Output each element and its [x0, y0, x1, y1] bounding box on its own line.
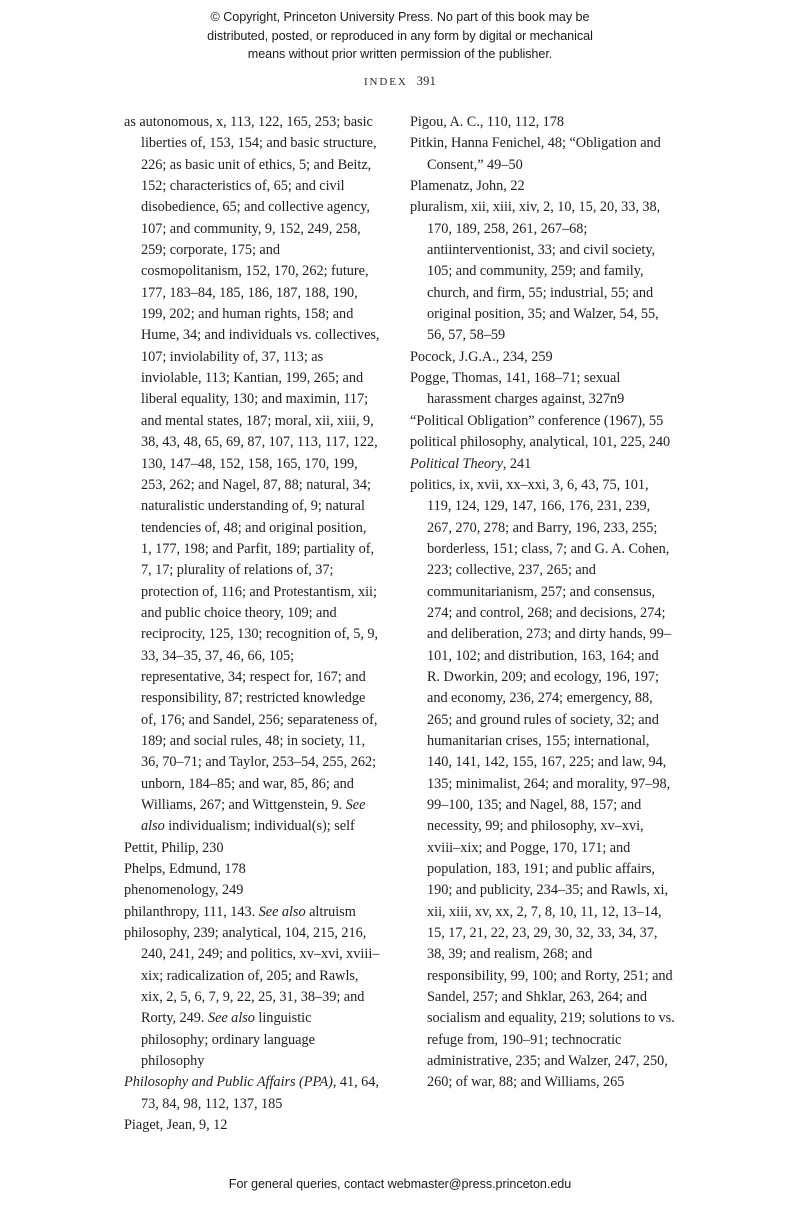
footer-text: For general queries, contact webmaster@press.princeton.edu [228, 1177, 572, 1191]
index-entry: philosophy, 239; analytical, 104, 215, 216, 240, 241, 249; and politics, xv–xvi, xviii–xix; radicalization of, 205; and Rawls, xix, 2, 5, 6, 7, 9, 22, 25, 31, 38–39; and Rorty, 249. See also linguistic philosophy; ordinary language philosophy [124, 925, 380, 1070]
index-body [0, 112, 800, 1134]
index-entry: Phelps, Edmund, 178 [124, 861, 246, 878]
copyright-line: means without prior written permission of the publisher. [247, 47, 553, 61]
index-entry: Pitkin, Hanna Fenichel, 48; “Obligation and Consent,” 49–50 [410, 135, 661, 173]
index-entry: Pigou, A. C., 110, 112, 178 [410, 114, 564, 130]
index-entry: Pogge, Thomas, 141, 168–71; sexual harassment charges against, 327n9 [410, 370, 625, 408]
index-column-left [124, 112, 380, 1137]
footer-note [0, 1177, 800, 1191]
index-entry: politics, ix, xvii, xx–xxi, 3, 6, 43, 75, 101, 119, 124, 129, 147, 166, 176, 231, 239, 267, 270, 278; and Barry, 196, 233, 255; borderless, 151; class, 7; and G. A. Cohen, 223; collective, 237, 265; and communitarianism, 257; and consensus, 274; and control, 268; and decisions, 274; and deliberation, 273; and dirty hands, 99–101, 102; and distribution, 163, 164; and R. Dworkin, 209; and ecology, 196, 197; and economy, 236, 274; emergency, 88, 265; and ground rules of society, 32; and humanitarian crises, 155; international, 140, 141, 142, 155, 167, 225; and law, 94, 135; minimalist, 264; and morality, 97–98, 99–100, 135; and Nagel, 88, 157; and necessity, 99; and philosophy, xv–xvi, xviii–xix; and Pogge, 170, 171; and population, 183, 191; and public affairs, 190; and publicity, 234–35; and Rawls, xi, xii, xiii, xv, xx, 2, 7, 8, 10, 11, 12, 13–14, 15, 17, 21, 22, 23, 29, 30, 32, 33, 34, 37, 38, 39; and realism, 268; and responsibility, 99, 100; and Rorty, 251; and Sandel, 257; and Shklar, 263, 264; and socialism and equality, 219; solutions to vs. refuge from, 190–91; technocratic administrative, 235; and Walzer, 247, 250, 260; of war, 88; and Williams, 265 [410, 476, 675, 1091]
index-entry: philanthropy, 111, 143. See also altruism [124, 903, 356, 920]
index-entry: Political Theory, 241 [410, 455, 532, 472]
running-head [0, 72, 800, 90]
index-entry: Pocock, J.G.A., 234, 259 [410, 348, 553, 365]
page-folio-number: 391 [416, 74, 437, 88]
index-column-right [410, 112, 675, 1094]
index-entry: phenomenology, 249 [124, 882, 244, 899]
index-entry: Philosophy and Public Affairs (PPA), 41, 64, 73, 84, 98, 112, 137, 185 [124, 1074, 379, 1112]
index-entry: pluralism, xii, xiii, xiv, 2, 10, 15, 20, 33, 38, 170, 189, 258, 261, 267–68; antiinterventionist, 33; and civil society, 105; and community, 259; and family, church, and firm, 55; industrial, 55; and original position, 35; and Walzer, 54, 55, 56, 57, 58–59 [410, 199, 661, 344]
index-entry: Plamenatz, John, 22 [410, 178, 525, 195]
index-entry: as autonomous, x, 113, 122, 165, 253; basic liberties of, 153, 154; and basic structure, 226; as basic unit of ethics, 5; and Beitz, 152; characteristics of, 65; and civil disobedience, 65; and collective agency, 107; and community, 9, 152, 249, 258, 259; corporate, 175; and cosmopolitanism, 152, 170, 262; future, 177, 183–84, 185, 186, 187, 188, 190, 199, 202; and human rights, 158; and Hume, 34; and individuals vs. collectives, 107; inviolability of, 37, 113; as inviolable, 113; Kantian, 199, 265; and liberal equality, 130; and maximin, 117; and mental states, 187; moral, xii, xiii, 9, 38, 43, 48, 65, 69, 87, 107, 113, 117, 122, 130, 147–48, 152, 158, 165, 170, 199, 253, 262; and Nagel, 87, 88; natural, 34; naturalistic understanding of, 9; natural tendencies of, 48; and original position, 1, 177, 198; and Parfit, 189; partiality of, 7, 17; plurality of relations of, 37; protection of, 116; and Protestantism, xii; and public choice theory, 109; and reciprocity, 125, 130; recognition of, 5, 9, 33, 34–35, 37, 46, 66, 105; representative, 34; respect for, 167; and responsibility, 87; restricted knowledge of, 176; and Sandel, 256; separateness of, 189; and social rules, 48; in society, 11, 36, 70–71; and Taylor, 253–54, 255, 262; unborn, 184–85; and war, 85, 86; and Williams, 267; and Wittgenstein, 9. See also individualism; individual(s); self [124, 114, 380, 835]
running-head-label: INDEX [363, 76, 408, 88]
index-entry: “Political Obligation” conference (1967), 55 [410, 412, 664, 429]
index-entry: Piaget, Jean, 9, 12 [124, 1117, 228, 1134]
copyright-notice [128, 8, 672, 64]
copyright-line: © Copyright, Princeton University Press. No part of this book may be [210, 10, 590, 24]
copyright-line: distributed, posted, or reproduced in any form by digital or mechanical [207, 28, 593, 43]
index-entry: Pettit, Philip, 230 [124, 839, 224, 856]
index-entry: political philosophy, analytical, 101, 225, 240 [410, 434, 671, 451]
